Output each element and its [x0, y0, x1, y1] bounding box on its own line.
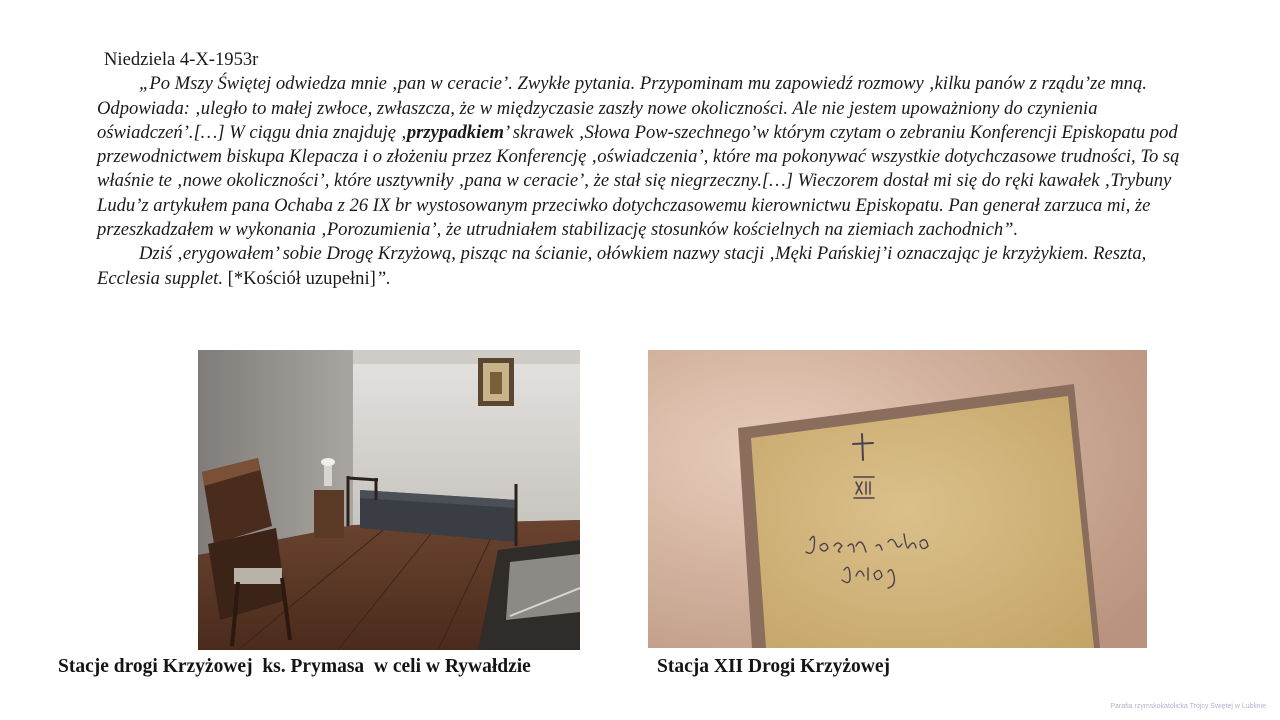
diary-emphasis: przypadkiem — [406, 121, 504, 143]
diary-paragraph-2-text: Dziś ‚erygowałem’ sobie Drogę Krzyżową, pisząc na ścianie, ołówkiem nazwy stacji ‚Męki Pańskiej’i oznaczając je krzyżykiem. Reszta, Ecclesia supplet. — [97, 243, 1147, 289]
diary-paragraph-1 — [97, 72, 1187, 242]
cell-room-photo — [198, 350, 580, 650]
station-xii-illustration — [648, 350, 1147, 648]
station-photo-caption: Stacja XII Drogi Krzyżowej — [657, 656, 891, 677]
diary-paragraph-1-text: „Po Mszy Świętej odwiedza mnie ‚pan w ceracie’. Zwykłe pytania. Przypominam mu zapowiedź rozmowy ‚kilku panów z rządu’ze mną. Odpowiada: ‚uległo to małej zwłoce, zwłaszcza, że w międzyczasie zaszły nowe okoliczności. Ale nie jestem upoważniony do czynienia oświadczeń’.[…] W ciągu dnia znajduję ‚ — [97, 73, 1147, 143]
parish-footer-note: Parafia rzymskokatolicka Trójcy Świętej w Lublinie — [1110, 703, 1266, 710]
diary-closing-quote: ”. — [375, 267, 391, 289]
diary-paragraph-2 — [97, 242, 1187, 291]
diary-text — [97, 48, 1187, 291]
cell-photo-caption: Stacje drogi Krzyżowej ks. Prymasa w celi w Rywałdzie — [58, 656, 531, 677]
cell-room-illustration — [198, 350, 580, 650]
station-xii-photo — [648, 350, 1147, 648]
diary-translation-note: [*Kościół uzupełni] — [227, 267, 376, 289]
diary-paragraph-1-continuation: ’ skrawek ‚Słowa Pow-szechnego’w którym czytam o zebraniu Konferencji Episkopatu pod przewodnictwem biskupa Klepacza i o złożeniu przez Konferencję ‚oświadczenia’, które ma pokonywać wszystkie dotychczasowe trudności, To są właśnie te ‚nowe okoliczności’, które usztywniły ‚pana w ceracie’, że stał się niegrzeczny.[…] Wieczorem dostał mi się do ręki kawałek ‚Trybuny Ludu’z artykułem pana Ochaba z 26 IX br wystosowanym przeciwko dotychczasowemu kierownictwu Episkopatu. Pan generał zarzuca mi, że przeszkadzałem w wykonania ‚Porozumienia’, że utrudniałem stabilizację stosunków kościelnych na ziemiach zachodnich”. — [97, 121, 1180, 241]
diary-date-heading: Niedziela 4-X-1953r — [104, 49, 259, 70]
